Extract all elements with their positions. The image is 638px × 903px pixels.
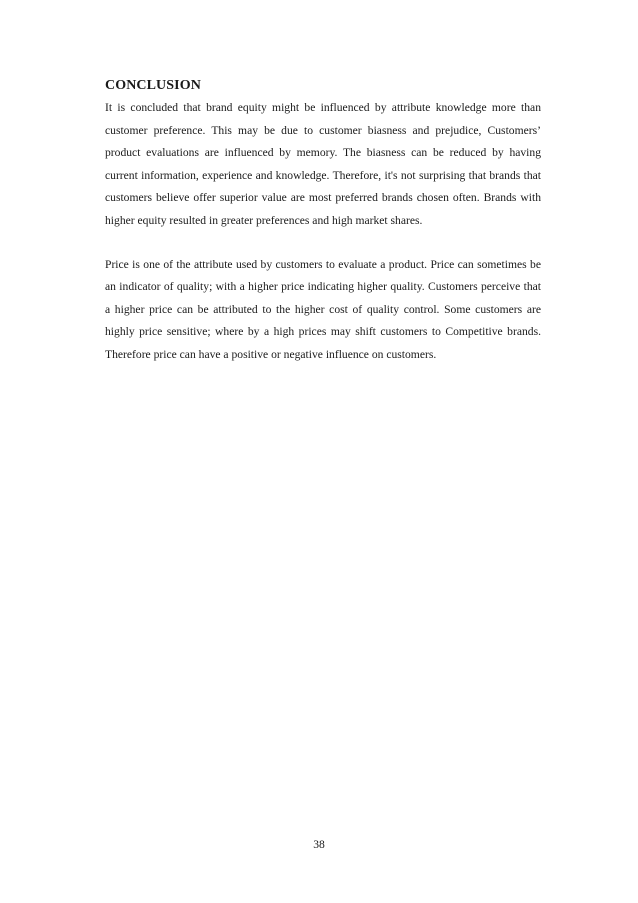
paragraph-brand-equity: It is concluded that brand equity might be influenced by attribute knowledge more than customer preference. This may be due to customer biasness and prejudice, Customers’ product evaluations are influenced by memory. The biasness can be reduced by having current information, experience and knowledge. Therefore, it's not surprising that brands that customers believe offer superior value are most preferred brands chosen often. Brands with higher equity resulted in greater preferences and high market shares. (105, 101, 541, 227)
page-content (105, 76, 541, 367)
page-number: 38 (313, 838, 325, 851)
paragraph-price: Price is one of the attribute used by customers to evaluate a product. Price can sometimes be an indicator of quality; with a higher price indicating higher quality. Customers perceive that a higher price can be attributed to the higher cost of quality control. Some customers are highly price sensitive; where by a high prices may shift customers to Competitive brands. Therefore price can have a positive or negative influence on customers. (105, 257, 541, 361)
section-heading: CONCLUSION (105, 78, 201, 93)
